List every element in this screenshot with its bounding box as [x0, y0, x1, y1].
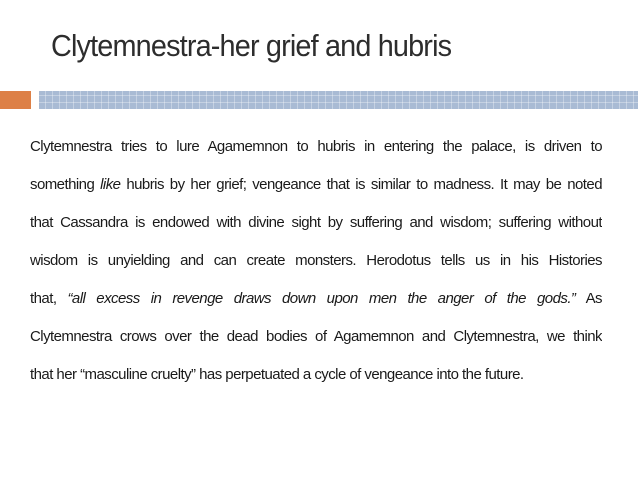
body-line-2: [30, 166, 602, 204]
title-rule-accent-blue: [39, 91, 638, 109]
herodotus-quote: “all excess in revenge draws down upon men the anger of the gods.”: [67, 290, 576, 307]
body-text: [30, 128, 602, 394]
body-line-6: [30, 318, 602, 356]
body-line-7: [30, 356, 602, 394]
body-line-4: [30, 242, 602, 280]
body-line-text: Clytemnestra crows over the dead bodies of Agamemnon and Clytemnestra, we think: [30, 328, 602, 345]
body-line-text: that,: [30, 290, 68, 307]
body-line-1: [30, 128, 602, 166]
body-line-text: that Cassandra is endowed with divine sight by suffering and wisdom; suffering without: [30, 214, 602, 231]
body-line-5: [30, 280, 602, 318]
body-line-text: that her “masculine cruelty” has perpetuated a cycle of vengeance into the future.: [30, 366, 524, 383]
body-line-3: [30, 204, 602, 242]
body-line-text: Clytemnestra tries to lure Agamemnon to hubris in entering the palace, is driven to: [30, 138, 602, 155]
body-line-text: As: [575, 290, 602, 307]
body-line-text: something: [30, 176, 101, 193]
italic-emphasis: like: [100, 176, 121, 193]
body-line-text: wisdom is unyielding and can create monsters. Herodotus tells us in his Histories: [30, 252, 602, 269]
body-line-text: hubris by her grief; vengeance that is similar to madness. It may be noted: [120, 176, 602, 193]
slide-title: Clytemnestra-her grief and hubris: [51, 28, 452, 63]
title-rule-accent-orange: [0, 91, 31, 109]
